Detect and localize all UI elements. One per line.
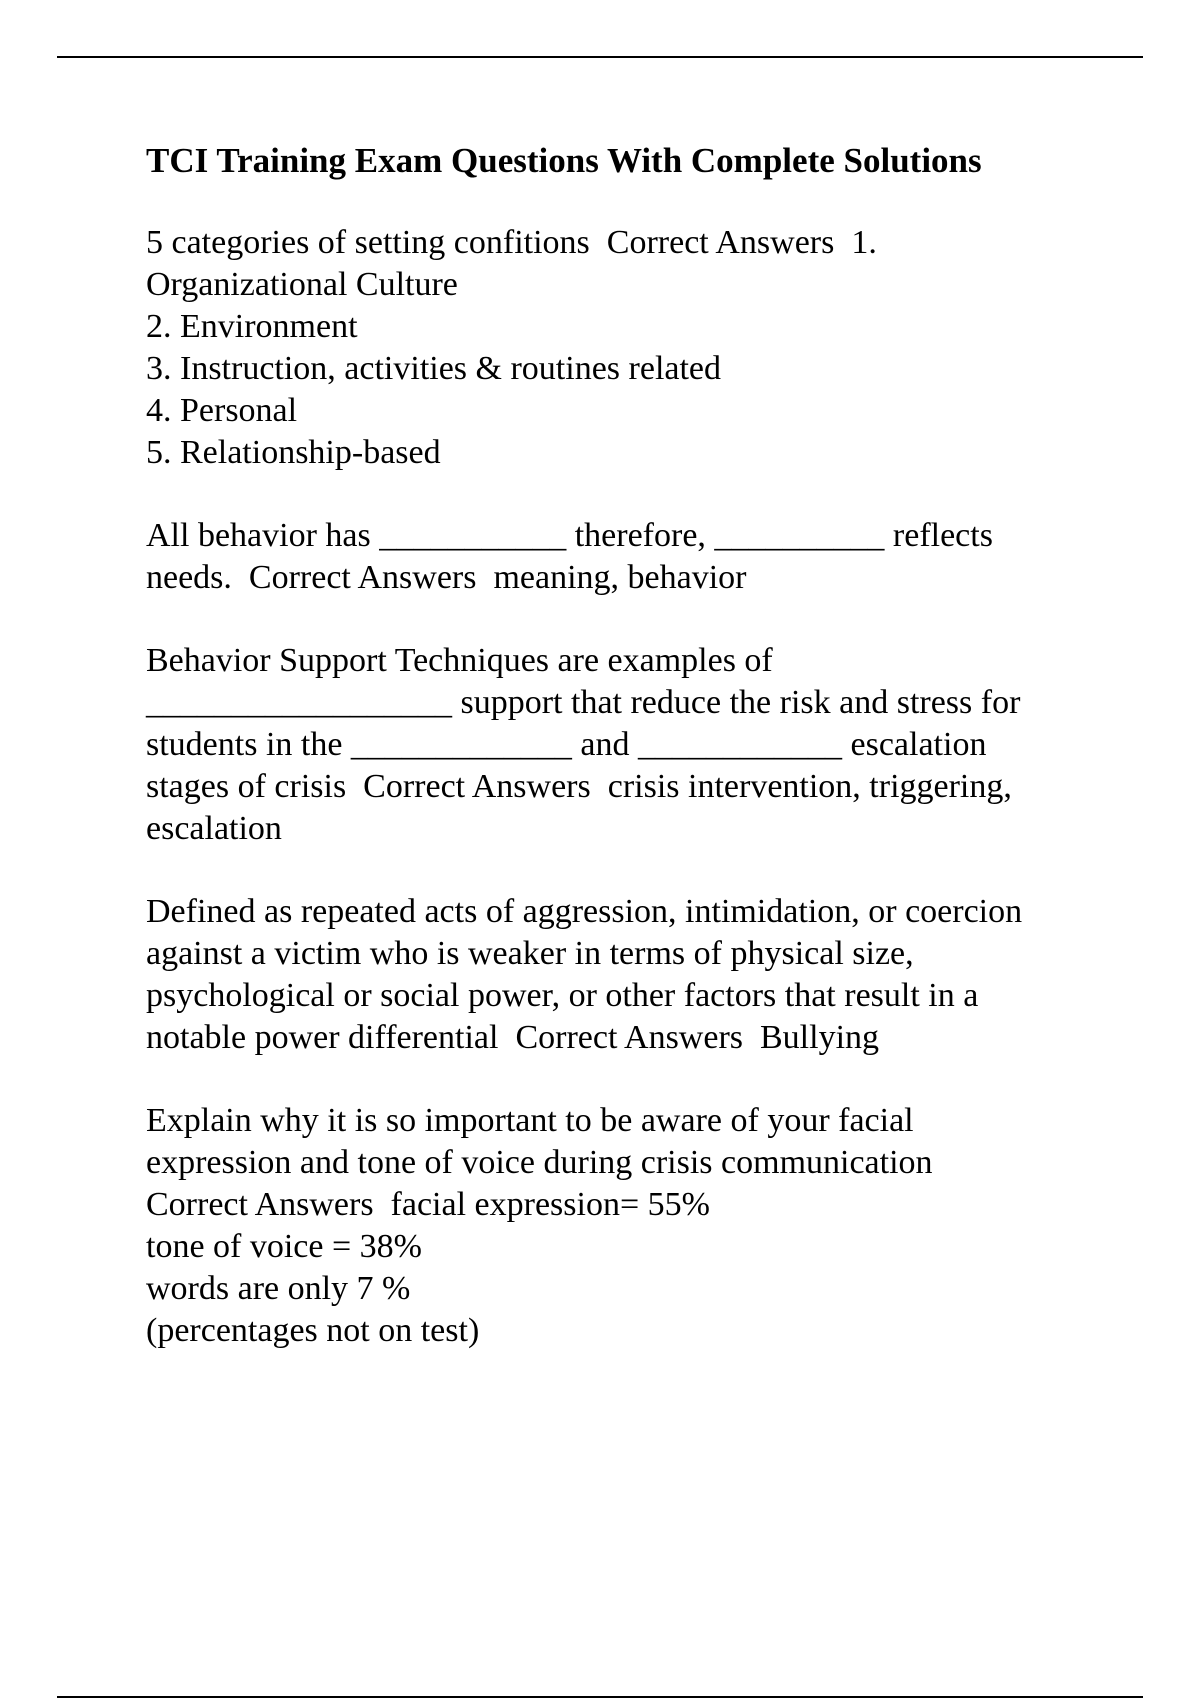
qa-line: psychological or social power, or other factors that result in a [146,977,979,1014]
qa-line: Explain why it is so important to be aware of your facial [146,1102,914,1139]
qa-item-2 [146,515,1106,599]
qa-line: 4. Personal [146,392,298,429]
qa-line: 3. Instruction, activities & routines related [146,350,722,387]
qa-item-4 [146,891,1106,1059]
qa-line: 2. Environment [146,308,358,345]
qa-item-1 [146,222,1106,474]
qa-line: tone of voice = 38% [146,1228,422,1265]
qa-line: students in the _____________ and ____________ escalation [146,726,987,763]
document-body [146,140,1106,1393]
qa-item-5 [146,1100,1106,1352]
qa-line: escalation [146,810,282,847]
qa-line: 5 categories of setting confitions Correct Answers 1. [146,224,877,261]
qa-line: All behavior has ___________ therefore, __________ reflects [146,517,993,554]
qa-line: (percentages not on test) [146,1312,480,1349]
qa-line: 5. Relationship-based [146,434,441,471]
qa-line: needs. Correct Answers meaning, behavior [146,559,747,596]
qa-line: Defined as repeated acts of aggression, intimidation, or coercion [146,893,1023,930]
qa-line: notable power differential Correct Answers Bullying [146,1019,880,1056]
document-title: TCI Training Exam Questions With Complete Solutions [146,141,982,180]
qa-line: words are only 7 % [146,1270,411,1307]
qa-line: Behavior Support Techniques are examples of [146,642,773,679]
qa-line: stages of crisis Correct Answers crisis intervention, triggering, [146,768,1012,805]
qa-line: __________________ support that reduce the risk and stress for [146,684,1021,721]
qa-line: Organizational Culture [146,266,458,303]
qa-item-3 [146,640,1106,850]
bottom-rule [57,1696,1143,1698]
qa-line: expression and tone of voice during crisis communication [146,1144,933,1181]
qa-line: against a victim who is weaker in terms of physical size, [146,935,914,972]
top-rule [57,56,1143,58]
qa-line: Correct Answers facial expression= 55% [146,1186,710,1223]
